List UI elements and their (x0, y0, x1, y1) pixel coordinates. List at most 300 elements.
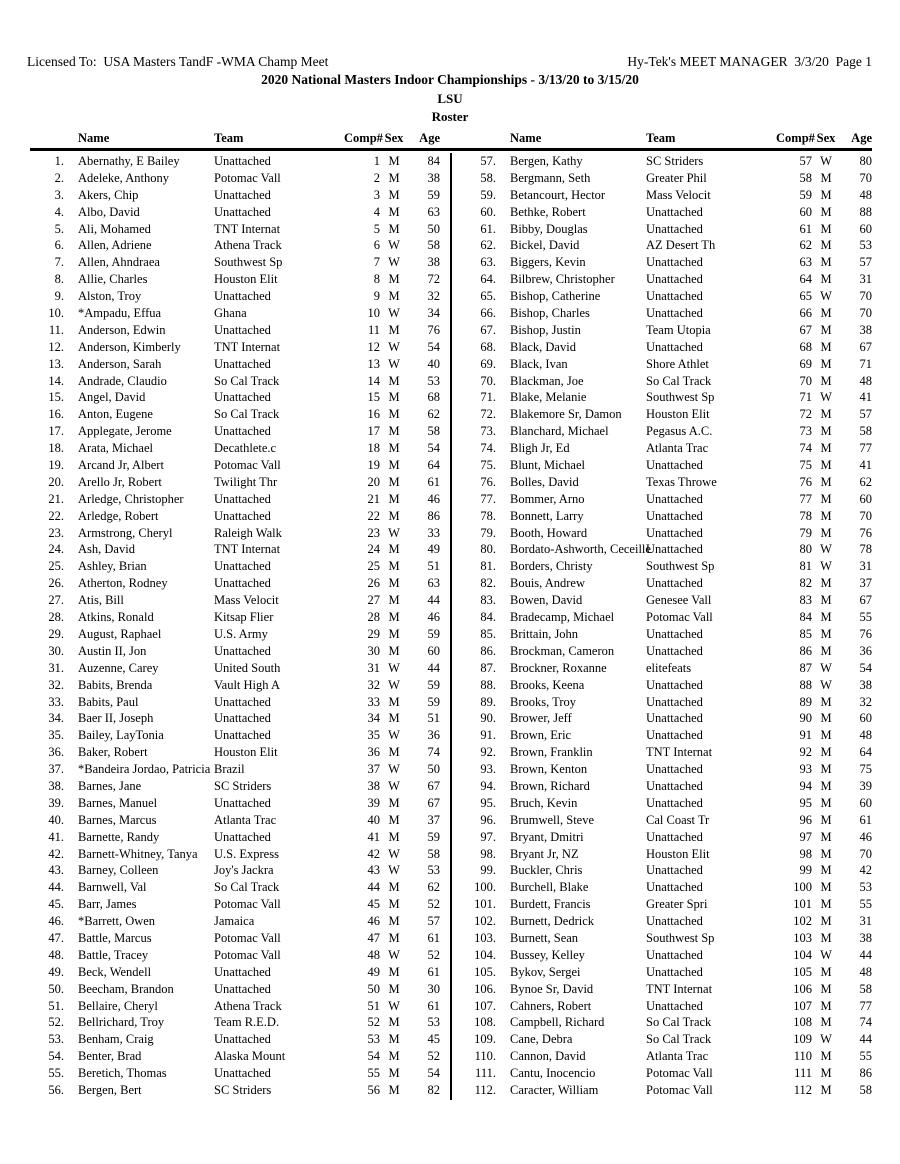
athlete-age: 42 (859, 863, 872, 878)
athlete-sex: W (820, 390, 832, 405)
athlete-age: 48 (859, 964, 872, 979)
athlete-team: Houston Elit (646, 407, 710, 422)
athlete-comp-number: 48 (367, 947, 380, 962)
athlete-name: Baker, Robert (78, 745, 148, 760)
athlete-sex: M (820, 863, 832, 878)
athlete-comp-number: 82 (799, 576, 812, 591)
athlete-team: Potomac Vall (646, 610, 713, 625)
roster-row (462, 795, 872, 812)
athlete-name: Burchell, Blake (510, 880, 589, 895)
athlete-comp-number: 4 (373, 204, 380, 219)
athlete-age: 58 (427, 238, 440, 253)
athlete-name: Brockman, Cameron (510, 643, 615, 658)
athlete-team: Unattached (646, 221, 703, 236)
athlete-list-number: 42. (48, 846, 64, 861)
athlete-age: 62 (859, 474, 872, 489)
athlete-name: Bynoe Sr, David (510, 981, 594, 996)
roster-row (462, 356, 872, 373)
column-divider (450, 153, 452, 1100)
athlete-comp-number: 81 (799, 559, 812, 574)
athlete-sex: M (388, 542, 400, 557)
athlete-sex: M (820, 745, 832, 760)
athlete-team: AZ Desert Th (646, 238, 716, 253)
athlete-age: 86 (859, 1066, 872, 1081)
athlete-list-number: 102. (474, 914, 496, 929)
athlete-age: 82 (427, 1082, 440, 1097)
athlete-list-number: 28. (48, 610, 64, 625)
athlete-name: Allen, Adriene (78, 238, 152, 253)
athlete-team: Southwest Sp (214, 255, 283, 270)
athlete-sex: M (388, 221, 400, 236)
athlete-name: Brown, Franklin (510, 745, 593, 760)
athlete-list-number: 72. (480, 407, 496, 422)
athlete-comp-number: 40 (367, 812, 380, 827)
athlete-name: Blunt, Michael (510, 458, 585, 473)
athlete-list-number: 105. (474, 964, 496, 979)
athlete-sex: M (820, 930, 832, 945)
athlete-name: Allen, Ahndraea (78, 255, 160, 270)
roster-row (30, 541, 440, 558)
athlete-age: 59 (427, 677, 440, 692)
athlete-age: 64 (859, 745, 872, 760)
athlete-name: Andrade, Claudio (78, 373, 167, 388)
roster-row (30, 795, 440, 812)
athlete-age: 36 (427, 728, 440, 743)
athlete-list-number: 58. (480, 170, 496, 185)
athlete-comp-number: 85 (799, 626, 812, 641)
section-title: Roster (431, 109, 469, 124)
athlete-name: Betancourt, Hector (510, 187, 606, 202)
athlete-team: Unattached (646, 677, 703, 692)
athlete-comp-number: 80 (799, 542, 812, 557)
athlete-sex: W (388, 846, 400, 861)
athlete-comp-number: 6 (373, 238, 380, 253)
athlete-age: 57 (859, 255, 872, 270)
athlete-name: Ash, David (78, 542, 135, 557)
athlete-sex: W (388, 863, 400, 878)
athlete-list-number: 11. (48, 322, 64, 337)
athlete-team: Alaska Mount (214, 1049, 286, 1064)
athlete-list-number: 43. (48, 863, 64, 878)
athlete-age: 57 (859, 407, 872, 422)
athlete-name: Babits, Paul (78, 694, 139, 709)
venue-title: LSU (437, 91, 463, 106)
header-sex: Sex (384, 131, 404, 145)
athlete-team: Unattached (214, 576, 271, 591)
athlete-comp-number: 84 (799, 610, 812, 625)
athlete-name: Burnett, Sean (510, 930, 579, 945)
athlete-name: Arello Jr, Robert (78, 474, 162, 489)
athlete-sex: M (820, 1015, 832, 1030)
athlete-comp-number: 22 (367, 508, 380, 523)
athlete-comp-number: 65 (799, 289, 812, 304)
roster-row (30, 964, 440, 981)
roster-row (462, 879, 872, 896)
athlete-name: Bruch, Kevin (510, 795, 578, 810)
roster-row (30, 981, 440, 998)
athlete-comp-number: 66 (799, 306, 812, 321)
athlete-sex: M (388, 626, 400, 641)
athlete-sex: M (388, 1015, 400, 1030)
roster-row (462, 947, 872, 964)
athlete-comp-number: 93 (799, 762, 812, 777)
athlete-age: 52 (427, 897, 440, 912)
athlete-team: Joy's Jackra (214, 863, 274, 878)
athlete-comp-number: 88 (799, 677, 812, 692)
athlete-comp-number: 12 (367, 339, 380, 354)
athlete-sex: M (388, 964, 400, 979)
athlete-sex: M (388, 593, 400, 608)
left-header-row (30, 130, 440, 147)
roster-row (30, 237, 440, 254)
athlete-age: 59 (427, 829, 440, 844)
roster-row (30, 254, 440, 271)
athlete-age: 60 (859, 795, 872, 810)
athlete-name: Bradecamp, Michael (510, 610, 615, 625)
athlete-comp-number: 16 (367, 407, 380, 422)
athlete-sex: M (388, 812, 400, 827)
athlete-list-number: 67. (480, 322, 496, 337)
athlete-age: 68 (427, 390, 440, 405)
athlete-age: 58 (859, 981, 872, 996)
athlete-list-number: 7. (54, 255, 64, 270)
athlete-sex: M (820, 846, 832, 861)
athlete-age: 54 (859, 660, 872, 675)
athlete-list-number: 85. (480, 626, 496, 641)
athlete-sex: M (388, 610, 400, 625)
athlete-list-number: 101. (474, 897, 496, 912)
athlete-sex: M (388, 289, 400, 304)
athlete-comp-number: 10 (367, 306, 380, 321)
athlete-list-number: 14. (48, 373, 64, 388)
athlete-list-number: 106. (474, 981, 496, 996)
roster-row (462, 592, 872, 609)
athlete-name: Ali, Mohamed (78, 221, 151, 236)
roster-row (30, 812, 440, 829)
athlete-age: 30 (427, 981, 440, 996)
athlete-comp-number: 90 (799, 711, 812, 726)
athlete-age: 80 (859, 154, 872, 168)
athlete-team: Potomac Vall (214, 897, 281, 912)
athlete-name: Arledge, Christopher (78, 491, 184, 506)
athlete-team: Southwest Sp (646, 930, 715, 945)
athlete-name: Arledge, Robert (78, 508, 159, 523)
header-name: Name (78, 131, 110, 145)
athlete-list-number: 24. (48, 542, 64, 557)
athlete-team: Unattached (646, 947, 703, 962)
athlete-age: 53 (427, 1015, 440, 1030)
athlete-team: Potomac Vall (646, 1082, 713, 1097)
athlete-name: Barnes, Jane (78, 778, 142, 793)
header-team: Team (214, 131, 244, 145)
athlete-team: Unattached (646, 964, 703, 979)
athlete-list-number: 69. (480, 356, 496, 371)
athlete-list-number: 18. (48, 441, 64, 456)
athlete-comp-number: 37 (367, 762, 380, 777)
athlete-age: 45 (427, 1032, 440, 1047)
athlete-sex: M (388, 170, 400, 185)
athlete-team: Unattached (646, 525, 703, 540)
roster-row (30, 879, 440, 896)
header-comp: Comp# (776, 131, 815, 145)
athlete-sex: M (388, 491, 400, 506)
athlete-team: Greater Phil (646, 170, 707, 185)
athlete-sex: M (388, 711, 400, 726)
athlete-team: Unattached (646, 626, 703, 641)
athlete-age: 49 (427, 542, 440, 557)
athlete-list-number: 25. (48, 559, 64, 574)
roster-row (462, 710, 872, 727)
athlete-age: 67 (859, 339, 872, 354)
athlete-name: Benter, Brad (78, 1049, 142, 1064)
athlete-list-number: 66. (480, 306, 496, 321)
athlete-comp-number: 102 (793, 914, 812, 929)
athlete-sex: W (820, 289, 832, 304)
athlete-list-number: 81. (480, 559, 496, 574)
athlete-comp-number: 103 (793, 930, 812, 945)
athlete-name: Benham, Craig (78, 1032, 154, 1047)
athlete-age: 38 (427, 170, 440, 185)
athlete-comp-number: 78 (799, 508, 812, 523)
roster-row (30, 170, 440, 187)
athlete-team: Atlanta Trac (646, 1049, 709, 1064)
roster-row (462, 541, 872, 558)
athlete-age: 76 (427, 322, 440, 337)
athlete-sex: M (388, 897, 400, 912)
roster-row (30, 1065, 440, 1082)
athlete-age: 76 (859, 626, 872, 641)
roster-row (30, 913, 440, 930)
athlete-sex: W (820, 677, 832, 692)
athlete-sex: M (388, 424, 400, 439)
athlete-comp-number: 101 (793, 897, 812, 912)
athlete-comp-number: 36 (367, 745, 380, 760)
athlete-list-number: 90. (480, 711, 496, 726)
athlete-team: Unattached (214, 289, 271, 304)
athlete-team: Pegasus A.C. (646, 424, 713, 439)
athlete-comp-number: 24 (367, 542, 380, 557)
athlete-team: Houston Elit (646, 846, 710, 861)
athlete-comp-number: 67 (799, 322, 812, 337)
athlete-sex: W (820, 559, 832, 574)
roster-table (30, 130, 872, 1099)
roster-row (462, 1048, 872, 1065)
roster-row (462, 457, 872, 474)
athlete-sex: M (820, 1082, 832, 1097)
athlete-team: Unattached (214, 356, 271, 371)
athlete-age: 31 (859, 272, 872, 287)
athlete-sex: M (820, 508, 832, 523)
roster-row (462, 237, 872, 254)
athlete-age: 78 (859, 542, 872, 557)
athlete-sex: M (820, 339, 832, 354)
athlete-name: Brown, Richard (510, 778, 590, 793)
athlete-comp-number: 100 (793, 880, 812, 895)
athlete-age: 71 (859, 356, 872, 371)
roster-row (30, 846, 440, 863)
athlete-list-number: 16. (48, 407, 64, 422)
athlete-list-number: 68. (480, 339, 496, 354)
athlete-age: 70 (859, 846, 872, 861)
roster-row (462, 660, 872, 677)
athlete-list-number: 71. (480, 390, 496, 405)
athlete-name: Bellaire, Cheryl (78, 998, 158, 1013)
athlete-age: 50 (427, 221, 440, 236)
athlete-name: Bykov, Sergei (510, 964, 581, 979)
athlete-comp-number: 89 (799, 694, 812, 709)
roster-row (30, 626, 440, 643)
athlete-name: Bishop, Catherine (510, 289, 601, 304)
athlete-sex: W (388, 660, 400, 675)
athlete-sex: M (820, 626, 832, 641)
athlete-list-number: 107. (474, 998, 496, 1013)
athlete-list-number: 95. (480, 795, 496, 810)
athlete-name: Alston, Troy (78, 289, 142, 304)
roster-row (30, 778, 440, 795)
athlete-age: 38 (859, 930, 872, 945)
athlete-team: Mass Velocit (214, 593, 279, 608)
athlete-list-number: 62. (480, 238, 496, 253)
roster-row (30, 1082, 440, 1099)
athlete-age: 59 (427, 187, 440, 202)
athlete-name: Bommer, Arno (510, 491, 585, 506)
athlete-sex: M (820, 643, 832, 658)
athlete-team: TNT Internat (646, 981, 713, 996)
athlete-sex: W (820, 660, 832, 675)
athlete-list-number: 10. (48, 306, 64, 321)
athlete-list-number: 83. (480, 593, 496, 608)
athlete-age: 54 (427, 441, 440, 456)
roster-row (30, 187, 440, 204)
athlete-comp-number: 53 (367, 1032, 380, 1047)
roster-row (30, 508, 440, 525)
athlete-name: Atis, Bill (78, 593, 124, 608)
athlete-age: 41 (859, 458, 872, 473)
roster-row (30, 592, 440, 609)
athlete-list-number: 74. (480, 441, 496, 456)
athlete-comp-number: 76 (799, 474, 812, 489)
roster-row (30, 1048, 440, 1065)
roster-row (30, 406, 440, 423)
athlete-team: Kitsap Flier (214, 610, 274, 625)
roster-row (30, 829, 440, 846)
athlete-team: Genesee Vall (646, 593, 712, 608)
athlete-sex: M (388, 981, 400, 996)
athlete-team: Unattached (646, 728, 703, 743)
athlete-list-number: 49. (48, 964, 64, 979)
athlete-comp-number: 57 (799, 154, 812, 168)
athlete-name: Bethke, Robert (510, 204, 586, 219)
athlete-team: Atlanta Trac (214, 812, 277, 827)
athlete-list-number: 60. (480, 204, 496, 219)
roster-row (462, 254, 872, 271)
athlete-name: Blakemore Sr, Damon (510, 407, 622, 422)
athlete-comp-number: 71 (799, 390, 812, 405)
roster-row (30, 761, 440, 778)
roster-row (30, 305, 440, 322)
roster-row (30, 373, 440, 390)
athlete-sex: M (820, 795, 832, 810)
athlete-team: Unattached (646, 289, 703, 304)
roster-row (462, 271, 872, 288)
athlete-age: 34 (427, 306, 440, 321)
athlete-sex: W (388, 947, 400, 962)
roster-row (462, 440, 872, 457)
athlete-comp-number: 105 (793, 964, 812, 979)
athlete-age: 63 (427, 204, 440, 219)
athlete-team: Unattached (646, 576, 703, 591)
athlete-sex: M (388, 829, 400, 844)
athlete-sex: W (388, 762, 400, 777)
athlete-sex: M (820, 255, 832, 270)
athlete-name: Battle, Marcus (78, 930, 152, 945)
athlete-name: Brooks, Keena (510, 677, 585, 692)
athlete-name: Barney, Colleen (78, 863, 159, 878)
athlete-team: SC Striders (214, 1082, 272, 1097)
roster-row (462, 1082, 872, 1099)
roster-row (462, 981, 872, 998)
roster-row (30, 1014, 440, 1031)
athlete-list-number: 92. (480, 745, 496, 760)
athlete-team: Unattached (646, 711, 703, 726)
athlete-list-number: 9. (54, 289, 64, 304)
athlete-team: Unattached (646, 998, 703, 1013)
athlete-sex: M (388, 576, 400, 591)
athlete-list-number: 80. (480, 542, 496, 557)
roster-row (30, 153, 440, 170)
roster-row (30, 389, 440, 406)
athlete-name: Caracter, William (510, 1082, 599, 1097)
athlete-age: 53 (427, 373, 440, 388)
athlete-comp-number: 97 (799, 829, 812, 844)
athlete-list-number: 51. (48, 998, 64, 1013)
athlete-team: Decathlete.c (214, 441, 277, 456)
athlete-comp-number: 35 (367, 728, 380, 743)
athlete-name: Bailey, LayTonia (78, 728, 164, 743)
athlete-team: So Cal Track (214, 407, 280, 422)
roster-row (30, 525, 440, 542)
athlete-age: 31 (859, 559, 872, 574)
athlete-team: Unattached (646, 880, 703, 895)
header-rule (30, 148, 872, 151)
athlete-age: 70 (859, 306, 872, 321)
athlete-name: Bouis, Andrew (510, 576, 585, 591)
athlete-team: Brazil (214, 762, 245, 777)
athlete-team: Unattached (646, 491, 703, 506)
athlete-list-number: 55. (48, 1066, 64, 1081)
athlete-sex: M (820, 998, 832, 1013)
athlete-age: 77 (859, 441, 872, 456)
roster-row (462, 846, 872, 863)
athlete-sex: M (388, 745, 400, 760)
athlete-team: Unattached (214, 728, 271, 743)
athlete-team: Athena Track (214, 238, 282, 253)
athlete-comp-number: 45 (367, 897, 380, 912)
athlete-age: 60 (859, 491, 872, 506)
header-name: Name (510, 131, 542, 145)
athlete-sex: M (388, 204, 400, 219)
roster-row (462, 727, 872, 744)
athlete-sex: W (388, 238, 400, 253)
athlete-team: U.S. Army (214, 626, 268, 641)
athlete-list-number: 3. (54, 187, 64, 202)
athlete-age: 48 (859, 728, 872, 743)
athlete-age: 74 (859, 1015, 872, 1030)
athlete-name: Atherton, Rodney (78, 576, 168, 591)
athlete-age: 36 (859, 643, 872, 658)
athlete-list-number: 53. (48, 1032, 64, 1047)
athlete-name: Arcand Jr, Albert (78, 458, 164, 473)
